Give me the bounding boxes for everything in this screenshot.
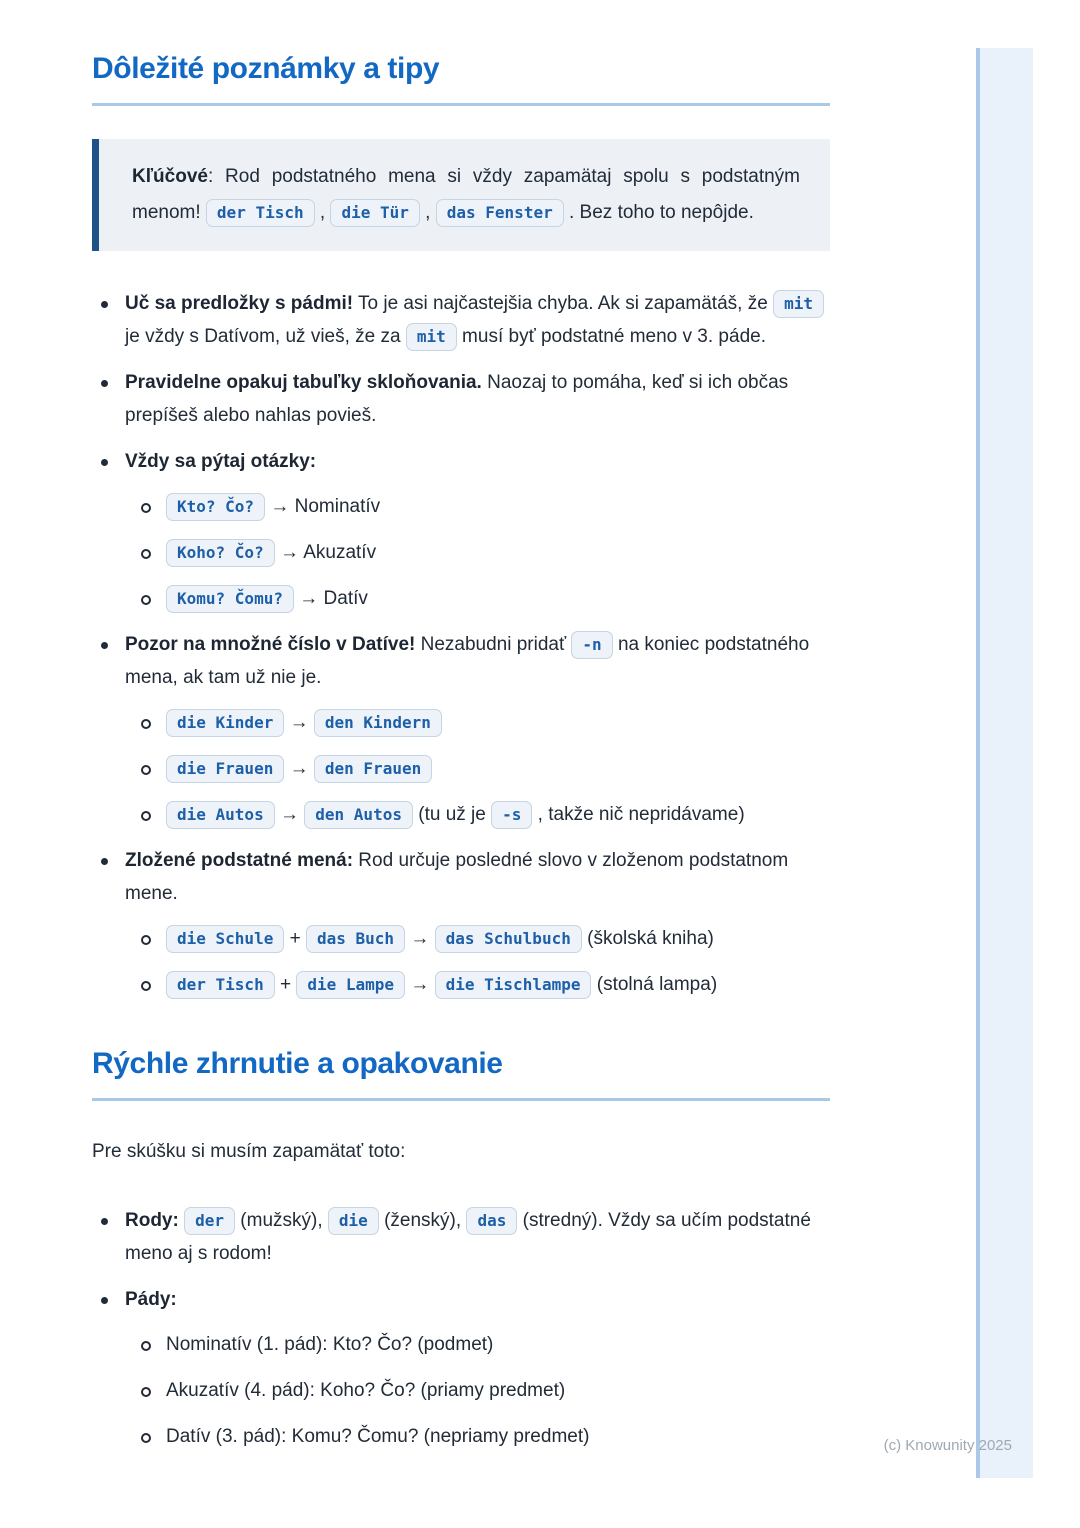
code-chip: den Kindern: [314, 709, 442, 737]
sub-list-item: [135, 798, 830, 831]
code-chip: der Tisch: [166, 971, 275, 999]
code-chip: das: [466, 1207, 517, 1235]
sub-list-item: [135, 1374, 830, 1407]
sub-list-item: [135, 1328, 830, 1361]
sub-item-text: der Tisch + die Lampe → die Tischlampe (stolná lampa): [166, 968, 830, 1001]
page-edge-strip: [976, 48, 1033, 1478]
sub-item-text: Kto? Čo? → Nominatív: [166, 490, 830, 523]
code-chip: -s: [491, 801, 532, 829]
sub-item-text: Koho? Čo? → Akuzatív: [166, 536, 830, 569]
list-item: [92, 628, 830, 831]
bold-text: Uč sa predložky s pádmi!: [125, 293, 354, 314]
list-item: [92, 287, 830, 353]
sub-item-text: Nominatív (1. pád): Kto? Čo? (podmet): [166, 1334, 494, 1355]
code-chip: die Lampe: [296, 971, 405, 999]
code-chip: Koho? Čo?: [166, 539, 275, 567]
sub-item-text: Komu? Čomu? → Datív: [166, 582, 830, 615]
code-chip: mit: [773, 290, 824, 318]
list-item-text: Uč sa predložky s pádmi! To je asi najčastejšia chyba. Ak si zapamätáš, že mit je vždy s Datívom, už vieš, že za mit musí byť podstatné meno v 3. páde.: [125, 287, 830, 353]
sub-list-item: [135, 968, 830, 1001]
code-chip: der: [184, 1207, 235, 1235]
code-chip: das Fenster: [436, 199, 564, 227]
code-chip: Komu? Čomu?: [166, 585, 294, 613]
sub-item-text: die Autos → den Autos (tu už je -s , takže nič nepridávame): [166, 798, 830, 831]
list-item-text: Pravidelne opakuj tabuľky skloňovania. Naozaj to pomáha, keď si ich občas prepíšeš alebo nahlas povieš.: [125, 372, 789, 426]
code-chip: mit: [406, 323, 457, 351]
code-chip: Kto? Čo?: [166, 493, 265, 521]
code-chip: die Tür: [330, 199, 419, 227]
section-title-notes: Dôležité poznámky a tipy: [92, 50, 830, 106]
copyright-notice: (c) Knowunity 2025: [883, 1437, 1012, 1454]
code-chip: den Autos: [304, 801, 413, 829]
code-chip: den Frauen: [314, 755, 432, 783]
sub-item-text: die Schule + das Buch → das Schulbuch (školská kniha): [166, 922, 830, 955]
section-title-summary: Rýchle zhrnutie a opakovanie: [92, 1045, 830, 1101]
sub-list: [125, 706, 830, 831]
list-item-text: Pozor na množné číslo v Datíve! Nezabudni pridať -n na koniec podstatného mena, ak tam už nie je.: [125, 628, 830, 694]
bold-text: Pravidelne opakuj tabuľky skloňovania.: [125, 372, 482, 393]
sub-list-item: [135, 1420, 830, 1453]
sub-item-text: Akuzatív (4. pád): Koho? Čo? (priamy predmet): [166, 1380, 566, 1401]
list-item: [92, 1204, 830, 1270]
bold-text: Kľúčové: [132, 166, 208, 187]
callout-text: Kľúčové: Rod podstatného mena si vždy zapamätaj spolu s podstatným menom! der Tisch , die Tür , das Fenster . Bez toho to nepôjde.: [132, 159, 800, 231]
sub-item-text: Datív (3. pád): Komu? Čomu? (nepriamy predmet): [166, 1426, 590, 1447]
notes-list: [92, 287, 830, 1001]
sub-list-item: [135, 922, 830, 955]
sub-item-text: die Frauen → den Frauen: [166, 752, 830, 785]
bold-text: Vždy sa pýtaj otázky:: [125, 451, 317, 472]
code-chip: die Autos: [166, 801, 275, 829]
list-item-text: Zložené podstatné mená: Rod určuje posledné slovo v zloženom podstatnom mene.: [125, 850, 789, 904]
code-chip: das Schulbuch: [435, 925, 582, 953]
list-item: [92, 366, 830, 432]
code-chip: die: [328, 1207, 379, 1235]
code-chip: -n: [571, 631, 612, 659]
bold-text: Pády:: [125, 1289, 177, 1310]
code-chip: das Buch: [306, 925, 405, 953]
list-item: [92, 844, 830, 1001]
bold-text: Pozor na množné číslo v Datíve!: [125, 634, 416, 655]
list-item-text: [125, 445, 830, 478]
bold-text: Rody:: [125, 1210, 179, 1231]
summary-intro: Pre skúšku si musím zapamätať toto:: [92, 1141, 406, 1162]
key-callout: [92, 139, 830, 251]
sub-list-item: [135, 536, 830, 569]
sub-list: [125, 922, 830, 1001]
sub-list: [125, 490, 830, 615]
summary-list: [92, 1204, 830, 1453]
document-page: [92, 50, 830, 1466]
list-item-text: Rody: der (mužský), die (ženský), das (stredný). Vždy sa učím podstatné meno aj s rodom!: [125, 1204, 830, 1270]
code-chip: die Kinder: [166, 709, 284, 737]
sub-item-text: die Kinder → den Kindern: [166, 706, 830, 739]
bold-text: Zložené podstatné mená:: [125, 850, 354, 871]
sub-list-item: [135, 490, 830, 523]
sub-list-item: [135, 752, 830, 785]
sub-list: [125, 1328, 830, 1453]
code-chip: der Tisch: [206, 199, 315, 227]
list-item: [92, 1283, 830, 1453]
code-chip: die Frauen: [166, 755, 284, 783]
code-chip: die Schule: [166, 925, 284, 953]
sub-list-item: [135, 582, 830, 615]
sub-list-item: [135, 706, 830, 739]
code-chip: die Tischlampe: [435, 971, 592, 999]
list-item: [92, 445, 830, 615]
list-item-text: [125, 1283, 830, 1316]
